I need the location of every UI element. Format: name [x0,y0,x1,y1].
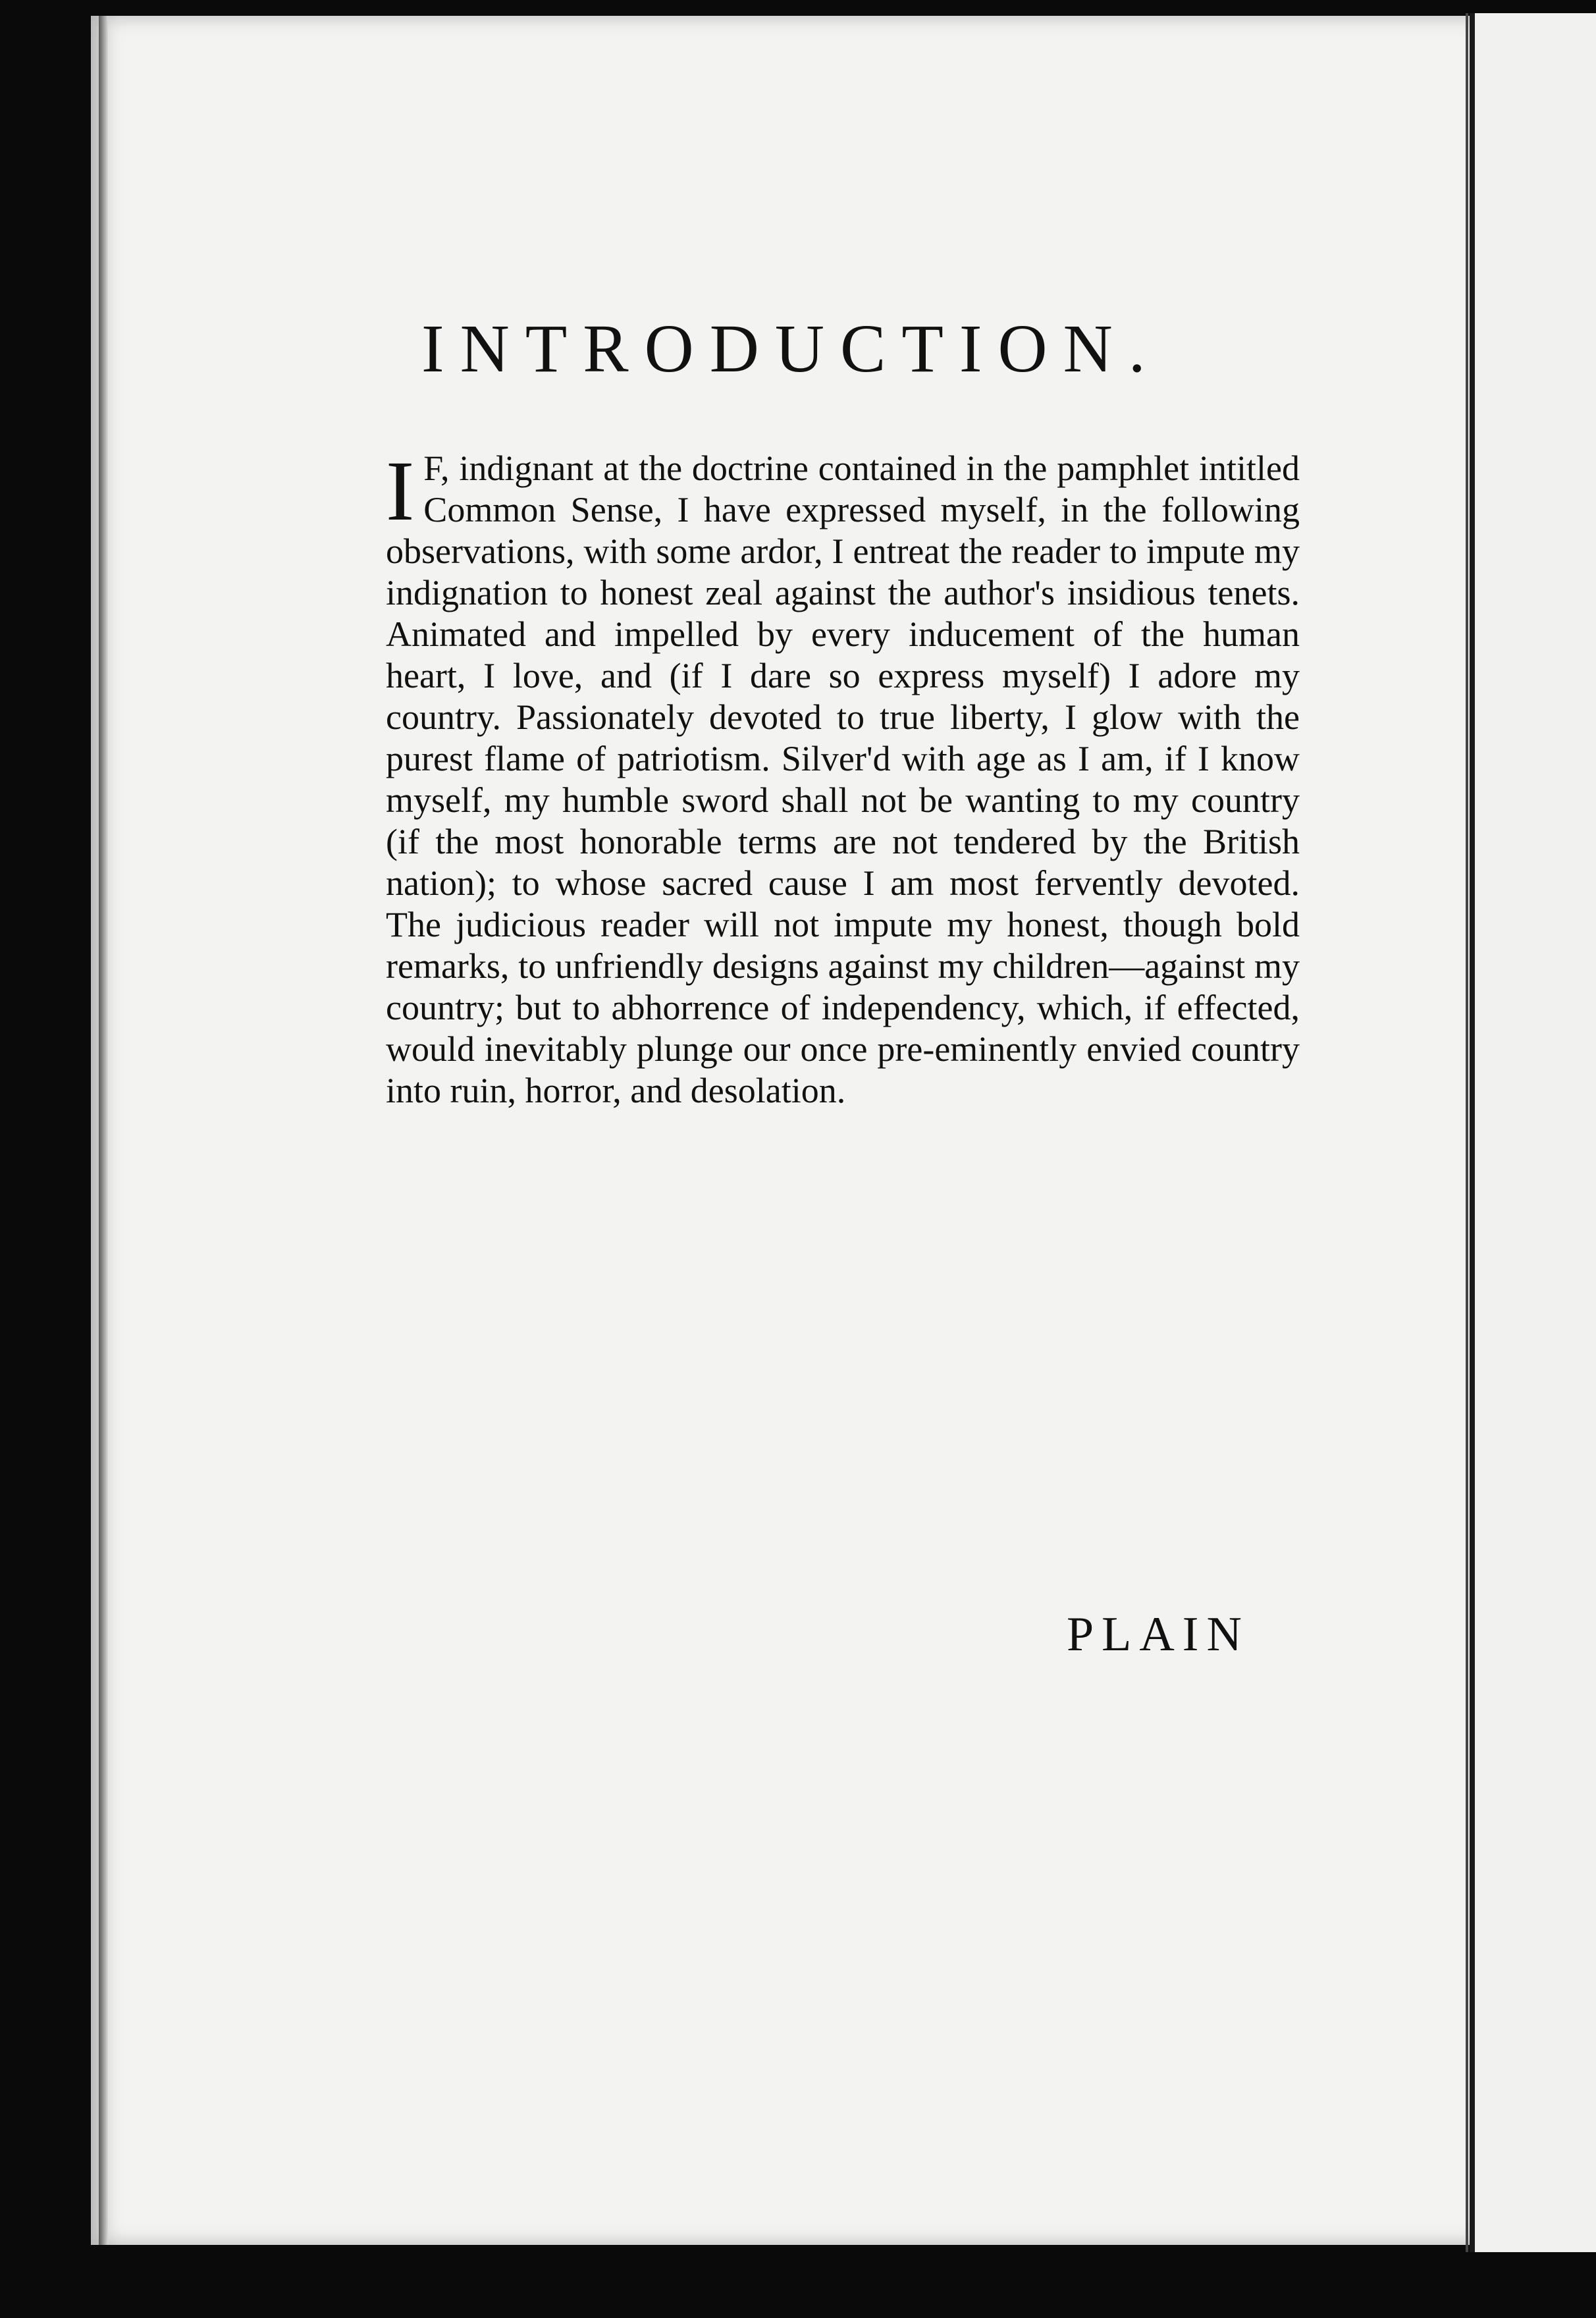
introduction-paragraph [386,444,1300,1112]
page-title: INTRODUCTION. [421,311,1161,387]
adjacent-page-edge [1470,13,1596,2252]
paragraph-text: F, indignant at the doctrine contained in the pamphlet intitled Common Sense, I have expressed myself, in the following observations, with some ardor, I entreat the reader to impute my indignation to honest zeal against the author's insidious tenets. Animated and impelled by every inducement of the human heart, I love, and (if I dare so express myself) I adore my country. Passionately devoted to true liberty, I glow with the purest flame of patriotism. Silver'd with age as I am, if I know myself, my humble sword shall not be wanting to my country (if the most honorable terms are not tendered by the British nation); to whose sacred cause I am most fervently devoted. The judicious reader will not impute my honest, though bold remarks, to unfriendly designs against my children—against my country; but to abhorrence of independency, which, if effected, would inevitably plunge our once pre-eminently envied country into ruin, horror, and desolation. [386,448,1300,1110]
next-leaf-edge [1466,13,1468,2252]
drop-cap: I [386,444,415,539]
page-gutter-shadow [99,16,108,2245]
catchword: PLAIN [1067,1607,1250,1661]
